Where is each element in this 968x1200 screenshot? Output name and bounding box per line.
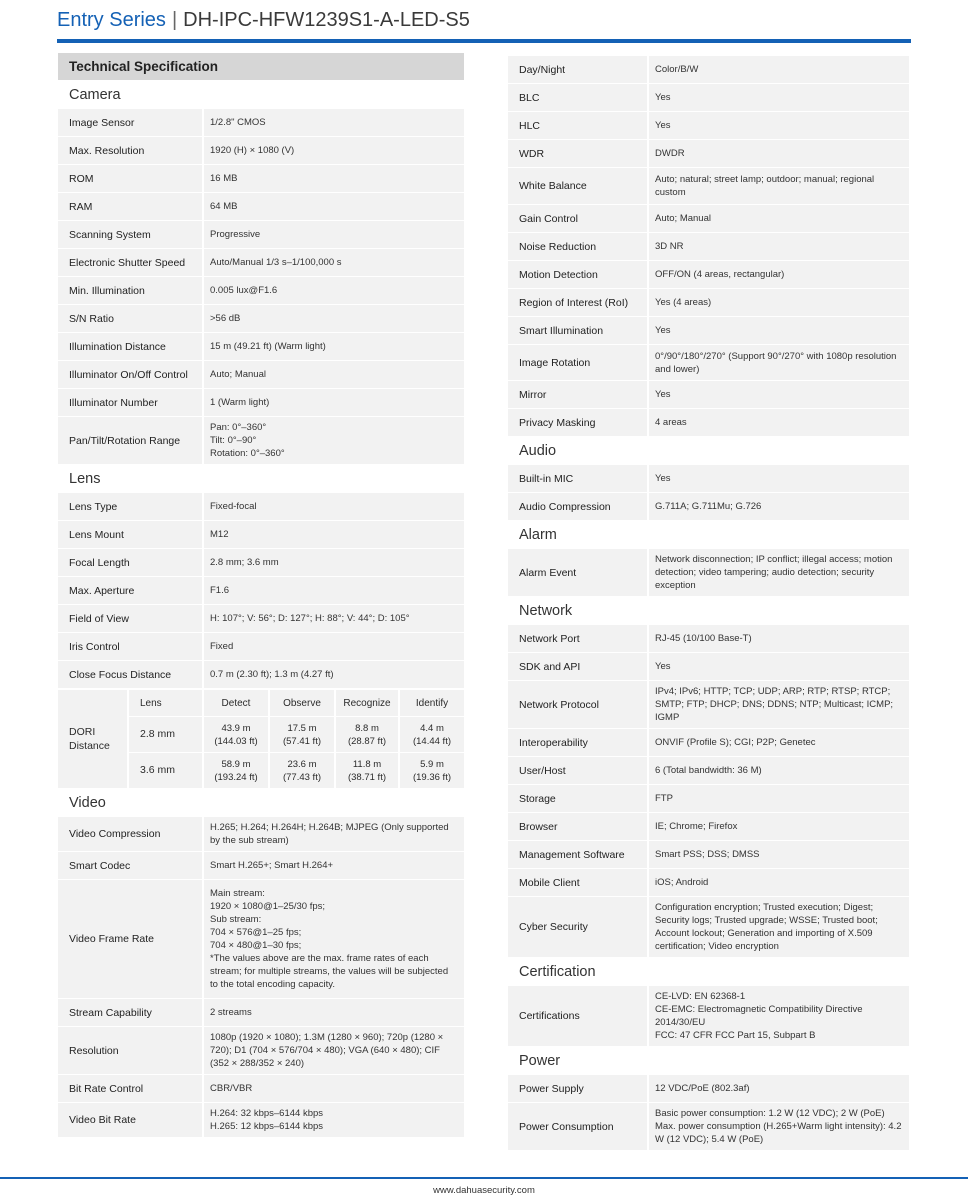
spec-label: Close Focus Distance [58,661,204,688]
spec-row-mobile-client [508,869,909,896]
spec-value: G.711A; G.711Mu; G.726 [649,493,909,520]
spec-row-wdr [508,140,909,167]
series-name: Entry Series [57,9,166,31]
spec-label: Region of Interest (RoI) [508,289,649,316]
spec-row-smart-illumination [508,317,909,344]
spec-label: SDK and API [508,653,649,680]
spec-row-min-illumination [58,277,464,304]
spec-label: Bit Rate Control [58,1075,204,1102]
spec-label: White Balance [508,168,649,204]
spec-row-mirror [508,381,909,408]
spec-value: Smart H.265+; Smart H.264+ [204,852,464,879]
spec-row-close-focus-distance [58,661,464,688]
network-table [508,624,909,958]
spec-label: Power Consumption [508,1103,649,1150]
spec-label: ROM [58,165,204,192]
spec-label: Cyber Security [508,897,649,957]
dori-label: DORI Distance [58,690,129,788]
spec-label: Resolution [58,1027,204,1074]
spec-value: Yes [649,84,909,111]
certification-table [508,985,909,1047]
spec-value: Network disconnection; IP conflict; illegal access; motion detection; video tampering; audio detection; security exception [649,549,909,596]
spec-label: Scanning System [58,221,204,248]
spec-label: Video Compression [58,817,204,851]
spec-label: Mirror [508,381,649,408]
spec-row-illumination-distance [58,333,464,360]
footer-rule [0,1177,968,1179]
section-audio: Audio [519,443,557,459]
header-rule [57,39,911,43]
spec-label: Lens Type [58,493,204,520]
spec-row-motion-detection [508,261,909,288]
spec-value: 3D NR [649,233,909,260]
page-header [57,6,470,38]
section-network: Network [519,603,573,619]
spec-row-power-consumption [508,1103,909,1150]
spec-label: Illuminator Number [58,389,204,416]
spec-value: Color/B/W [649,56,909,83]
dori-identify: 4.4 m (14.44 ft) [400,717,464,752]
spec-label: Video Bit Rate [58,1103,204,1137]
dori-observe: 23.6 m (77.43 ft) [270,753,336,788]
spec-row-scanning-system [58,221,464,248]
camera-table [58,108,464,465]
spec-label: Motion Detection [508,261,649,288]
section-video: Video [69,795,106,811]
spec-value: Auto/Manual 1/3 s–1/100,000 s [204,249,464,276]
alarm-table [508,548,909,597]
spec-label: Audio Compression [508,493,649,520]
spec-label: Management Software [508,841,649,868]
spec-value: Yes (4 areas) [649,289,909,316]
spec-row-privacy-masking [508,409,909,436]
spec-row-audio-compression [508,493,909,520]
spec-value: 2 streams [204,999,464,1026]
spec-label: BLC [508,84,649,111]
spec-label: Interoperability [508,729,649,756]
spec-label: Power Supply [508,1075,649,1102]
spec-row-stream-capability [58,999,464,1026]
spec-value: Fixed [204,633,464,660]
spec-value: 1920 (H) × 1080 (V) [204,137,464,164]
spec-row-lens-mount [58,521,464,548]
spec-label: Gain Control [508,205,649,232]
dori-header-identify: Identify [400,690,464,716]
spec-value: IE; Chrome; Firefox [649,813,909,840]
spec-label: Built-in MIC [508,465,649,492]
spec-label: Network Protocol [508,681,649,728]
model-name: DH-IPC-HFW1239S1-A-LED-S5 [183,9,470,31]
dori-lens: 3.6 mm [129,753,204,788]
spec-label: User/Host [508,757,649,784]
spec-value: 1 (Warm light) [204,389,464,416]
spec-row-illuminator-number [58,389,464,416]
dori-recognize: 11.8 m (38.71 ft) [336,753,400,788]
spec-label: Field of View [58,605,204,632]
lens-table [58,492,464,689]
spec-label: Privacy Masking [508,409,649,436]
spec-row-max-resolution [58,137,464,164]
dori-observe: 17.5 m (57.41 ft) [270,717,336,752]
section-camera: Camera [69,87,121,103]
spec-value: 2.8 mm; 3.6 mm [204,549,464,576]
spec-value: >56 dB [204,305,464,332]
spec-row-s-n-ratio [58,305,464,332]
spec-row-pan-tilt-rotation-range [58,417,464,464]
spec-value: 1/2.8" CMOS [204,109,464,136]
spec-label: Storage [508,785,649,812]
spec-label: Day/Night [508,56,649,83]
section-alarm: Alarm [519,527,557,543]
spec-row-blc [508,84,909,111]
spec-value: 1080p (1920 × 1080); 1.3M (1280 × 960); 720p (1280 × 720); D1 (704 × 576/704 × 480); VGA (640 × 480); CIF (352 × 288/352 × 240) [204,1027,464,1074]
spec-label: S/N Ratio [58,305,204,332]
spec-value: 0°/90°/180°/270° (Support 90°/270° with 1080p resolution and lower) [649,345,909,380]
spec-value: Yes [649,381,909,408]
spec-value: CBR/VBR [204,1075,464,1102]
spec-value: 12 VDC/PoE (802.3af) [649,1075,909,1102]
spec-row-iris-control [58,633,464,660]
spec-label: Iris Control [58,633,204,660]
spec-row-network-port [508,625,909,652]
dori-header-recognize: Recognize [336,690,400,716]
spec-value: H.264: 32 kbps–6144 kbps H.265: 12 kbps–6144 kbps [204,1103,464,1137]
section-power: Power [519,1053,561,1069]
spec-value: Basic power consumption: 1.2 W (12 VDC); 2 W (PoE) Max. power consumption (H.265+Warm light intensity): 4.2 W (12 VDC); 5.4 W (PoE) [649,1103,909,1150]
spec-label: Browser [508,813,649,840]
spec-row-electronic-shutter-speed [58,249,464,276]
spec-value: 64 MB [204,193,464,220]
spec-label: Mobile Client [508,869,649,896]
spec-row-browser [508,813,909,840]
spec-row-video-bit-rate [58,1103,464,1137]
dori-identify: 5.9 m (19.36 ft) [400,753,464,788]
spec-row-smart-codec [58,852,464,879]
spec-row-day-night [508,56,909,83]
spec-row-ram [58,193,464,220]
spec-value: OFF/ON (4 areas, rectangular) [649,261,909,288]
spec-label: Image Rotation [508,345,649,380]
dori-detect: 43.9 m (144.03 ft) [204,717,270,752]
spec-label: HLC [508,112,649,139]
spec-value: Auto; Manual [204,361,464,388]
spec-label: Image Sensor [58,109,204,136]
spec-value: ONVIF (Profile S); CGI; P2P; Genetec [649,729,909,756]
spec-label: WDR [508,140,649,167]
spec-row-lens-type [58,493,464,520]
spec-row-focal-length [58,549,464,576]
spec-value: Yes [649,112,909,139]
spec-value: DWDR [649,140,909,167]
video-table [58,816,464,1138]
spec-value: H: 107°; V: 56°; D: 127°; H: 88°; V: 44°; D: 105° [204,605,464,632]
spec-label: Network Port [508,625,649,652]
spec-label: Video Frame Rate [58,880,204,998]
spec-row-storage [508,785,909,812]
spec-row-max-aperture [58,577,464,604]
spec-row-region-of-interest-roi [508,289,909,316]
spec-row-user-host [508,757,909,784]
spec-value: CE-LVD: EN 62368-1 CE-EMC: Electromagnetic Compatibility Directive 2014/30/EU FCC: 47 CFR FCC Part 15, Subpart B [649,986,909,1046]
header-separator: | [171,9,178,31]
spec-label: Illuminator On/Off Control [58,361,204,388]
spec-value: 4 areas [649,409,909,436]
spec-value: Auto; Manual [649,205,909,232]
spec-row-video-frame-rate [58,880,464,998]
dori-lens: 2.8 mm [129,717,204,752]
spec-label: Smart Illumination [508,317,649,344]
spec-label: Max. Resolution [58,137,204,164]
spec-row-field-of-view [58,605,464,632]
spec-value: RJ-45 (10/100 Base-T) [649,625,909,652]
spec-label: Lens Mount [58,521,204,548]
spec-row-resolution [58,1027,464,1074]
spec-value: Auto; natural; street lamp; outdoor; manual; regional custom [649,168,909,204]
spec-label: Max. Aperture [58,577,204,604]
spec-value: 15 m (49.21 ft) (Warm light) [204,333,464,360]
spec-row-certifications [508,986,909,1046]
spec-value: Smart PSS; DSS; DMSS [649,841,909,868]
right-column [508,55,909,1151]
section-lens: Lens [69,471,101,487]
dori-recognize: 8.8 m (28.87 ft) [336,717,400,752]
spec-label: Illumination Distance [58,333,204,360]
spec-value: 16 MB [204,165,464,192]
spec-value: F1.6 [204,577,464,604]
spec-label: Electronic Shutter Speed [58,249,204,276]
spec-label: Focal Length [58,549,204,576]
video-continued-table [508,55,909,437]
spec-label: Alarm Event [508,549,649,596]
spec-value: Progressive [204,221,464,248]
power-table [508,1074,909,1151]
spec-row-power-supply [508,1075,909,1102]
spec-value: FTP [649,785,909,812]
spec-value: M12 [204,521,464,548]
spec-value: 0.005 lux@F1.6 [204,277,464,304]
spec-label: Certifications [508,986,649,1046]
spec-value: Fixed-focal [204,493,464,520]
dori-header-observe: Observe [270,690,336,716]
spec-label: RAM [58,193,204,220]
spec-row-image-sensor [58,109,464,136]
spec-row-noise-reduction [508,233,909,260]
spec-value: 6 (Total bandwidth: 36 M) [649,757,909,784]
spec-value: Yes [649,317,909,344]
section-certification: Certification [519,964,596,980]
spec-value: IPv4; IPv6; HTTP; TCP; UDP; ARP; RTP; RTSP; RTCP; SMTP; FTP; DHCP; DNS; DDNS; NTP; Multicast; ICMP; IGMP [649,681,909,728]
spec-row-cyber-security [508,897,909,957]
dori-header-lens: Lens [129,690,204,716]
spec-value: Yes [649,465,909,492]
spec-row-sdk-and-api [508,653,909,680]
spec-row-illuminator-on-off-control [58,361,464,388]
spec-label: Min. Illumination [58,277,204,304]
spec-value: Pan: 0°–360° Tilt: 0°–90° Rotation: 0°–360° [204,417,464,464]
spec-row-network-protocol [508,681,909,728]
spec-row-interoperability [508,729,909,756]
left-column [58,53,464,1138]
audio-table [508,464,909,521]
spec-label: Smart Codec [58,852,204,879]
spec-row-alarm-event [508,549,909,596]
spec-row-bit-rate-control [58,1075,464,1102]
spec-label: Pan/Tilt/Rotation Range [58,417,204,464]
spec-value: Main stream: 1920 × 1080@1–25/30 fps; Sub stream: 704 × 576@1–25 fps; 704 × 480@1–30 fps; *The values above are the max. frame rates of each stream; for multiple streams, the values will be subjected to the total encoding capacity. [204,880,464,998]
spec-row-built-in-mic [508,465,909,492]
spec-label: Stream Capability [58,999,204,1026]
spec-row-gain-control [508,205,909,232]
spec-value: Yes [649,653,909,680]
spec-title: Technical Specification [58,53,464,80]
spec-row-image-rotation [508,345,909,380]
spec-value: Configuration encryption; Trusted execution; Digest; Security logs; Trusted upgrade; WSSE; Trusted boot; Account lockout; Generation and importing of X.509 certification; Video encryption [649,897,909,957]
spec-row-rom [58,165,464,192]
dori-header-detect: Detect [204,690,270,716]
spec-row-hlc [508,112,909,139]
spec-row-video-compression [58,817,464,851]
spec-label: Noise Reduction [508,233,649,260]
dori-detect: 58.9 m (193.24 ft) [204,753,270,788]
spec-value: 0.7 m (2.30 ft); 1.3 m (4.27 ft) [204,661,464,688]
spec-value: iOS; Android [649,869,909,896]
spec-row-management-software [508,841,909,868]
spec-value: H.265; H.264; H.264H; H.264B; MJPEG (Only supported by the sub stream) [204,817,464,851]
footer-url[interactable]: www.dahuasecurity.com [433,1185,535,1196]
dori-table [58,689,464,789]
spec-row-white-balance [508,168,909,204]
